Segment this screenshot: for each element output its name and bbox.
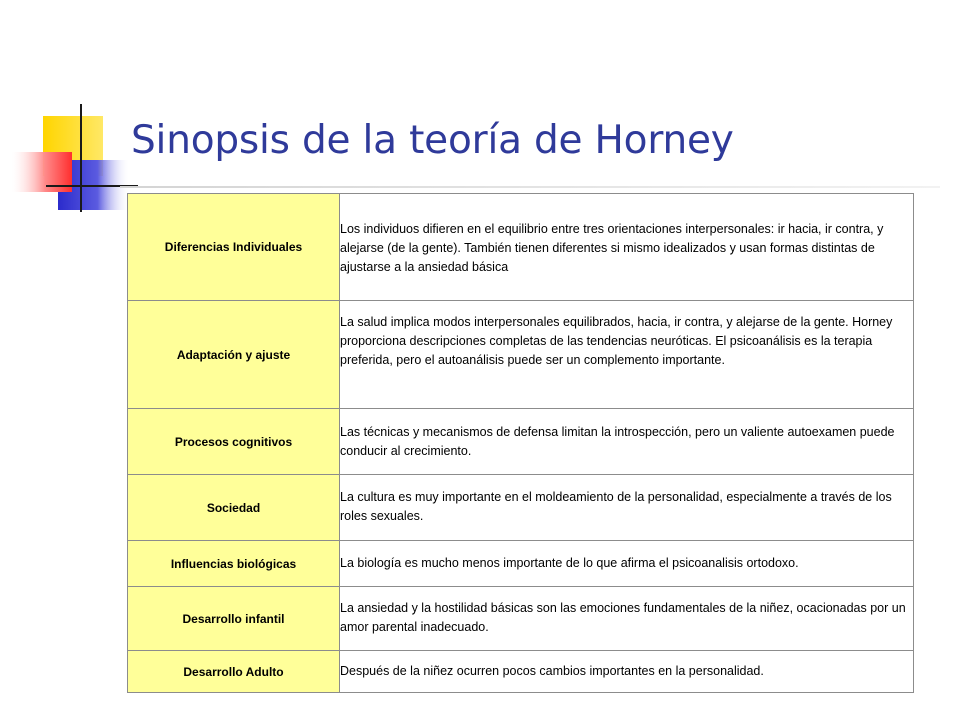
table-row bbox=[128, 651, 914, 693]
table-row bbox=[128, 409, 914, 475]
slide-title: Sinopsis de la teoría de Horney bbox=[131, 118, 734, 163]
row-label: Influencias biológicas bbox=[128, 541, 340, 587]
row-description: La biología es mucho menos importante de lo que afirma el psicoanalisis ortodoxo. bbox=[340, 541, 914, 587]
table-row bbox=[128, 194, 914, 301]
synopsis-table bbox=[127, 193, 914, 693]
row-label: Sociedad bbox=[128, 475, 340, 541]
table-row bbox=[128, 301, 914, 409]
row-description: La ansiedad y la hostilidad básicas son las emociones fundamentales de la niñez, ocacionadas por un amor parental inadecuado. bbox=[340, 587, 914, 651]
title-underline bbox=[120, 186, 940, 188]
row-label: Adaptación y ajuste bbox=[128, 301, 340, 409]
row-description: Las técnicas y mecanismos de defensa limitan la introspección, pero un valiente autoexamen puede conducir al crecimiento. bbox=[340, 409, 914, 475]
row-label: Procesos cognitivos bbox=[128, 409, 340, 475]
row-description: La cultura es muy importante en el moldeamiento de la personalidad, especialmente a través de los roles sexuales. bbox=[340, 475, 914, 541]
table-row bbox=[128, 541, 914, 587]
table-row bbox=[128, 475, 914, 541]
row-description: Los individuos difieren en el equilibrio entre tres orientaciones interpersonales: ir hacia, ir contra, y alejarse (de la gente). También tienen diferentes si mismo idealizados y usan formas distintas de ajustarse a la ansiedad básica bbox=[340, 194, 914, 301]
row-description: La salud implica modos interpersonales equilibrados, hacia, ir contra, y alejarse de la gente. Horney proporciona descripciones completas de las tendencias neuróticas. El psicoanálisis es la terapia preferida, pero el autoanálisis puede ser un complemento importante. bbox=[340, 301, 914, 409]
decorative-squares bbox=[0, 0, 140, 230]
row-label: Desarrollo infantil bbox=[128, 587, 340, 651]
row-label: Desarrollo Adulto bbox=[128, 651, 340, 693]
row-description: Después de la niñez ocurren pocos cambios importantes en la personalidad. bbox=[340, 651, 914, 693]
table-row bbox=[128, 587, 914, 651]
row-label: Diferencias Individuales bbox=[128, 194, 340, 301]
